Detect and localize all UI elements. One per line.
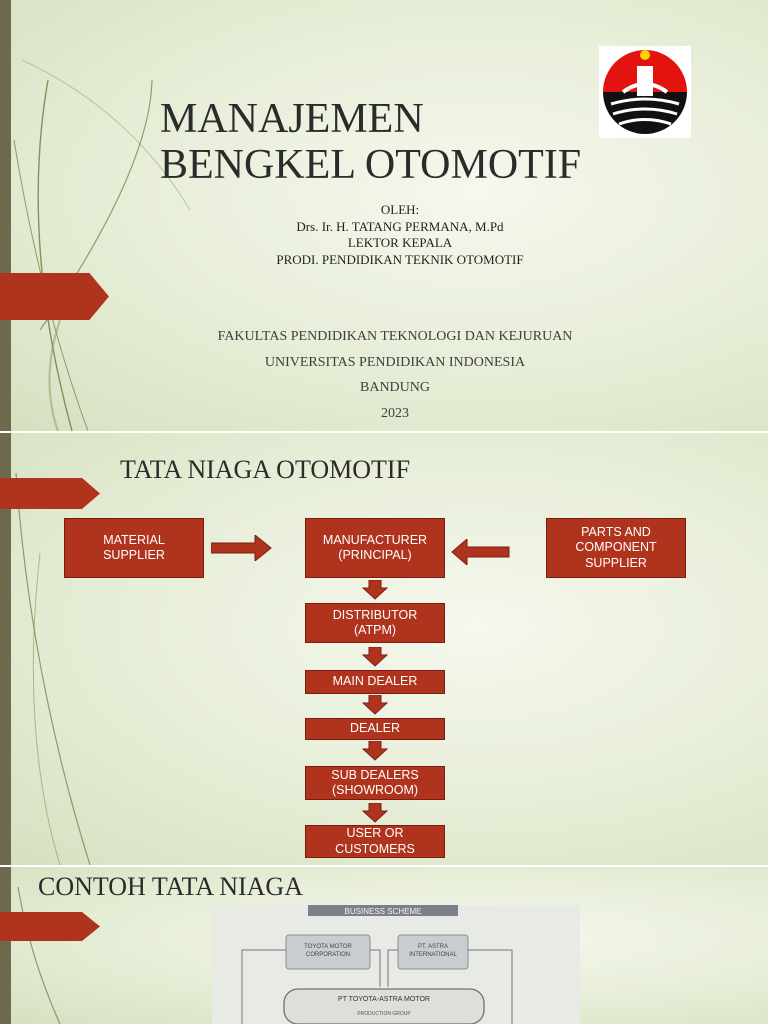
upi-logo-icon — [599, 46, 691, 138]
oleh-label: OLEH: — [380, 202, 420, 217]
main-dealer-box: MAIN DEALER — [305, 670, 445, 694]
institution-block — [190, 324, 600, 426]
svg-text:PT TOYOTA-ASTRA MOTOR: PT TOYOTA-ASTRA MOTOR — [338, 996, 430, 1003]
title-line-1: MANAJEMEN — [160, 96, 424, 142]
business-scheme-image — [212, 905, 580, 1024]
user-customers-box: USER OR CUSTOMERS — [305, 825, 445, 858]
slide-tata-niaga — [0, 433, 768, 865]
parts-supplier-box: PARTS AND COMPONENT SUPPLIER — [546, 518, 686, 578]
author-name: Drs. Ir. H. TATANG PERMANA, M.Pd — [296, 218, 504, 234]
svg-text:BUSINESS SCHEME: BUSINESS SCHEME — [344, 907, 422, 916]
slide-contoh-tata-niaga — [0, 867, 768, 1024]
red-tab-marker — [0, 478, 100, 509]
arrow-down-icon — [362, 803, 388, 823]
svg-text:TOYOTA MOTOR: TOYOTA MOTOR — [304, 944, 352, 950]
slide-title — [0, 0, 768, 431]
svg-text:INTERNATIONAL: INTERNATIONAL — [409, 952, 457, 958]
svg-text:CORPORATION: CORPORATION — [305, 952, 351, 958]
distributor-box: DISTRIBUTOR (ATPM) — [305, 603, 445, 643]
material-supplier-box: MATERIAL SUPPLIER — [64, 518, 204, 578]
title-line-2: BENGKEL OTOMOTIF — [160, 142, 582, 188]
slide-heading: TATA NIAGA OTOMOTIF — [120, 455, 411, 484]
university-name: UNIVERSITAS PENDIDIKAN INDONESIA — [264, 354, 526, 370]
arrow-right-icon — [211, 535, 273, 561]
red-tab-marker — [0, 273, 109, 320]
arrow-left-icon — [451, 539, 511, 565]
dealer-box: DEALER — [305, 718, 445, 740]
upi-logo — [599, 46, 691, 138]
faculty-name: FAKULTAS PENDIDIKAN TEKNOLOGI DAN KEJURUAN — [217, 329, 573, 344]
arrow-down-icon — [362, 741, 388, 761]
business-scheme-diagram — [212, 905, 580, 1024]
svg-text:PRODUCTION GROUP: PRODUCTION GROUP — [357, 1011, 411, 1017]
sub-dealers-box: SUB DEALERS (SHOWROOM) — [305, 766, 445, 800]
year: 2023 — [381, 405, 409, 421]
red-tab-marker — [0, 912, 100, 941]
arrow-down-icon — [362, 580, 388, 600]
svg-text:PT. ASTRA: PT. ASTRA — [417, 944, 449, 950]
slide-heading: CONTOH TATA NIAGA — [38, 872, 303, 901]
author-block — [230, 202, 570, 268]
author-program: PRODI. PENDIDIKAN TEKNIK OTOMOTIF — [276, 251, 524, 267]
city-name: BANDUNG — [360, 380, 430, 395]
author-rank: LEKTOR KEPALA — [347, 235, 453, 250]
arrow-down-icon — [362, 647, 388, 667]
arrow-down-icon — [362, 695, 388, 715]
manufacturer-box: MANUFACTURER (PRINCIPAL) — [305, 518, 445, 578]
decorative-curves — [0, 0, 200, 431]
presentation-title — [160, 96, 581, 188]
